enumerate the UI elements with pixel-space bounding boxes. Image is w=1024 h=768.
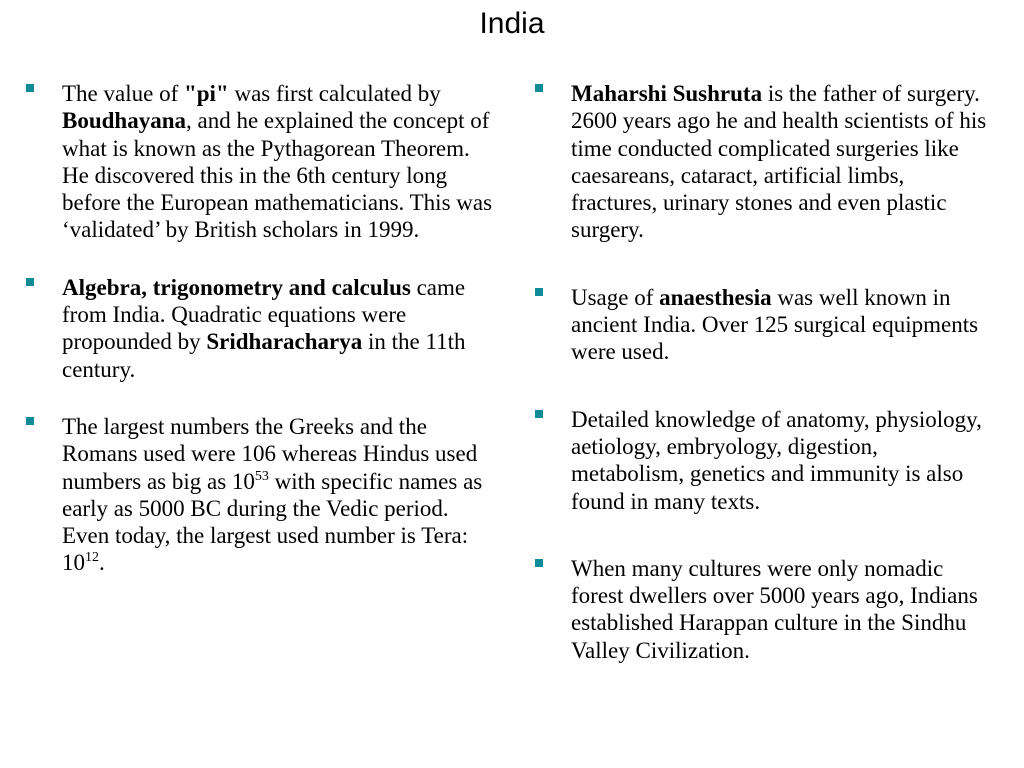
exponent: 53 [254, 468, 269, 484]
bullet-text: with specific names as early as 5000 BC during the Vedic period. Even today, the largest used number is Tera: 10 [62, 468, 483, 576]
bullet-text: Usage of [571, 284, 660, 310]
bullet-text: was first calculated by [228, 81, 441, 106]
square-bullet-icon [535, 559, 543, 567]
right-column [535, 80, 995, 664]
bullet-text: When many cultures were only nomadic forest dwellers over 5000 years ago, Indians established Harappan culture in the Sindhu Valley Civilization. [571, 555, 978, 663]
bullet-anatomy [535, 406, 995, 515]
square-bullet-icon [535, 288, 543, 296]
bold-term: Maharshi Sushruta [571, 81, 763, 106]
bullet-text: The largest numbers the Greeks and the Romans used were 106 whereas Hindus used numbers as big as 10 [62, 413, 478, 494]
bullet-pi [26, 80, 496, 244]
square-bullet-icon [535, 410, 543, 418]
bullet-large-numbers [26, 413, 496, 577]
bullet-algebra [26, 274, 496, 383]
exponent: 12 [85, 550, 99, 566]
square-bullet-icon [26, 417, 34, 425]
bullet-text: in the 11th century. [62, 329, 466, 382]
bullet-anaesthesia [535, 284, 995, 366]
left-column [26, 80, 496, 577]
bullet-text: is the father of surgery. 2600 years ago he and health scientists of his time conducted complicated surgeries like caesareans, cataract, artificial limbs, fractures, urinary stones and even plastic surgery. [571, 81, 987, 243]
bullet-text: came from India. Quadratic equations were propounded by [62, 274, 466, 355]
bold-term: Sridharacharya [206, 329, 363, 355]
bullet-text: was well known in ancient India. Over 125 surgical equipments were used. [571, 284, 979, 365]
bullet-text: . [99, 550, 105, 576]
square-bullet-icon [26, 84, 34, 92]
bullet-harappan [535, 555, 995, 664]
bold-term: anaesthesia [659, 284, 772, 310]
slide-title: India [479, 7, 545, 40]
square-bullet-icon [26, 278, 34, 286]
square-bullet-icon [535, 84, 543, 92]
bold-term: Algebra, trigonometry and calculus [62, 274, 411, 300]
bullet-text: Detailed knowledge of anatomy, physiology, aetiology, embryology, digestion, metabolism, genetics and immunity is also found in many texts. [571, 406, 982, 514]
bullet-text: The value of [62, 81, 184, 106]
bullet-text: , and he explained the concept of what is known as the Pythagorean Theorem. He discovered this in the 6th century long before the European mathematicians. This was ‘validated’ by British scholars in 1999. [62, 108, 493, 243]
bold-term: Boudhayana [62, 108, 187, 134]
bold-term: "pi" [183, 81, 229, 106]
bullet-sushruta [535, 80, 995, 244]
